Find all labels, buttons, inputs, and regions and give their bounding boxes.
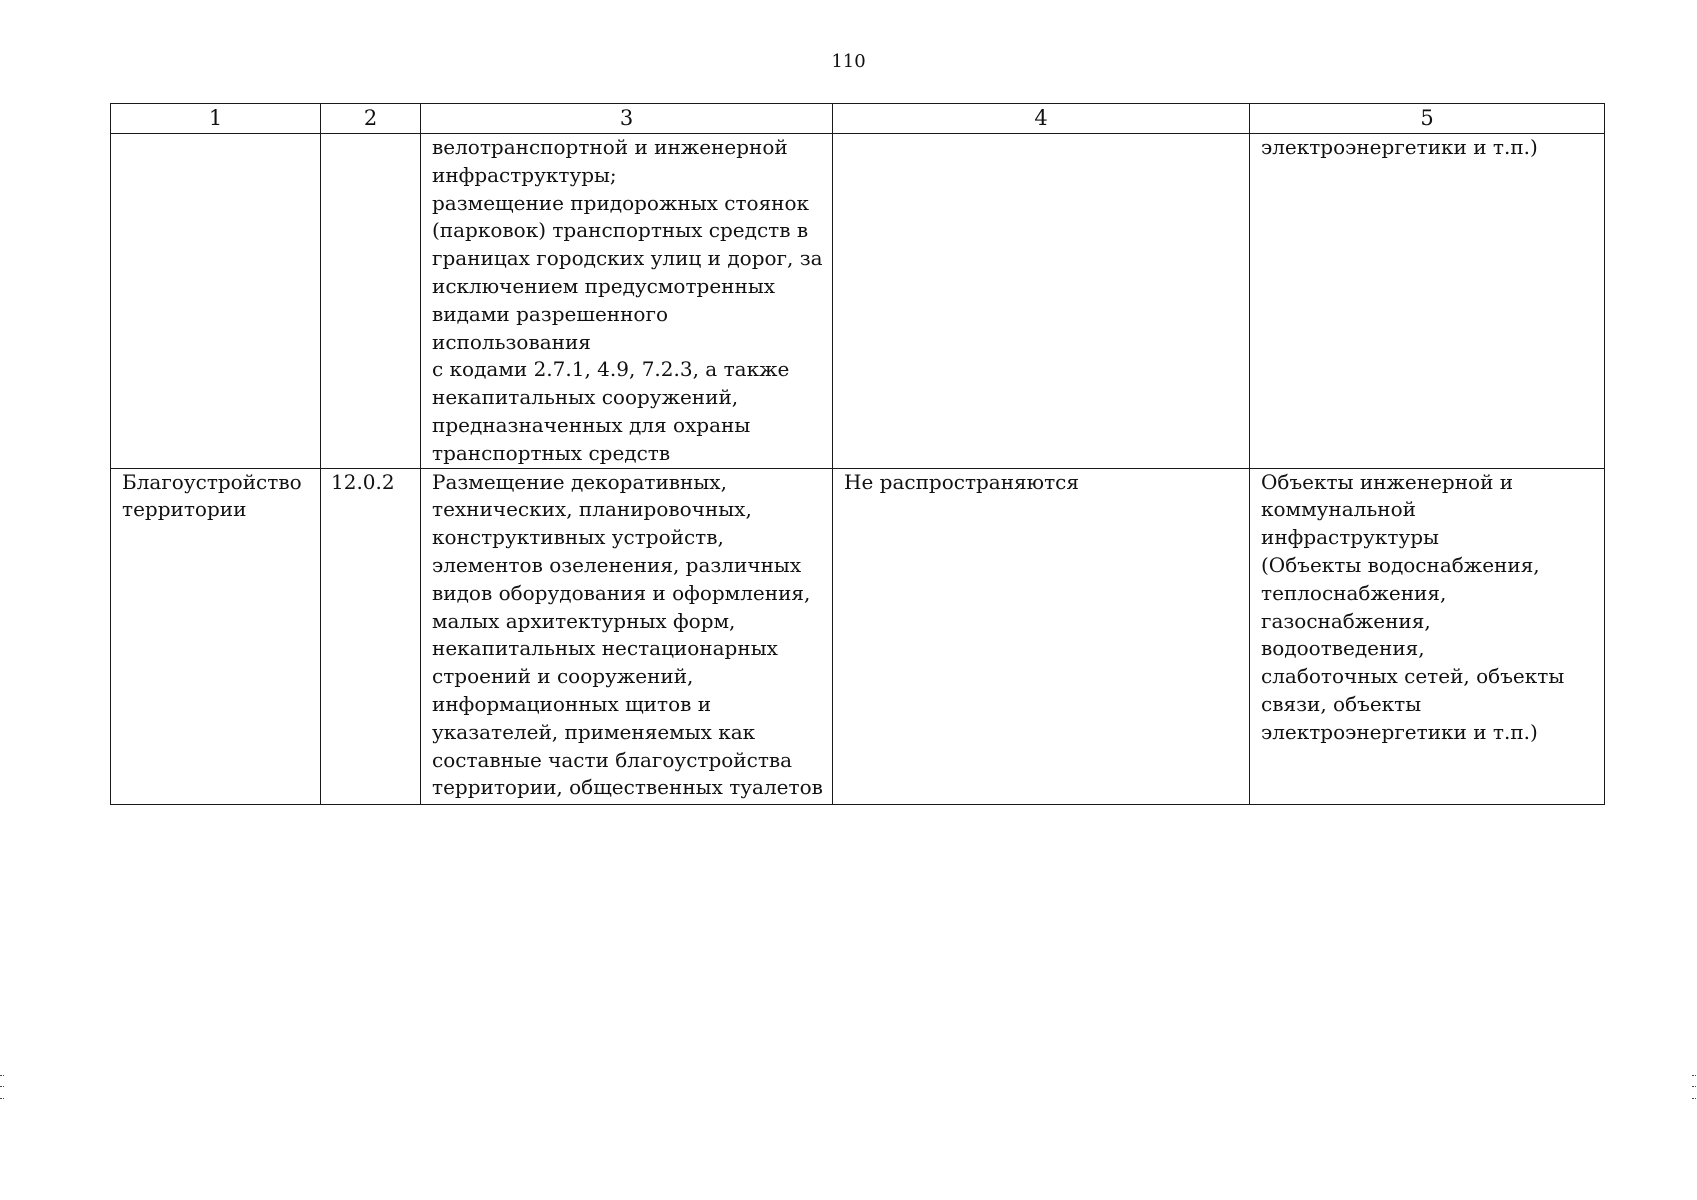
cell-use-code (321, 468, 421, 804)
column-header-1: 1 (111, 104, 321, 134)
cell-use-name (111, 468, 321, 804)
cell-use-code (321, 134, 421, 469)
left-margin-mark (0, 1075, 4, 1099)
column-header-4: 4 (833, 104, 1250, 134)
column-header-2: 2 (321, 104, 421, 134)
table-row (111, 134, 1605, 469)
use-objects-text: электроэнергетики и т.п.) (1261, 135, 1538, 159)
cell-use-limits (833, 468, 1250, 804)
use-description-text: Размещение декоративных, технических, планировочных, конструктивных устройств, элементов озеленения, различных видов оборудования и оформления, малых архитектурных форм, некапитальных нестационарных строений и сооружений, информационных щитов и указателей, применяемых как составные части благоустройства территории, общественных туалетов (432, 469, 823, 800)
page-number: 110 (831, 51, 866, 72)
use-limits-text: Не распространяются (844, 469, 1079, 494)
column-header-5: 5 (1250, 104, 1605, 134)
use-code-text: 12.0.2 (331, 469, 395, 494)
use-description-text: велотранспортной и инженерной инфраструктуры; размещение придорожных стоянок (парковок) транспортных средств в границах городских улиц и дорог, за исключением предусмотренных видами разрешенного использования с кодами 2.7.1, 4.9, 7.2.3, а также некапитальных сооружений, предназначенных для охраны транспортных средств (432, 135, 823, 465)
use-name-text: Благоустройство территории (122, 469, 302, 522)
table-row (111, 468, 1605, 804)
cell-use-objects (1250, 134, 1605, 469)
cell-use-description (421, 468, 833, 804)
column-header-3: 3 (421, 104, 833, 134)
use-objects-text: Объекты инженерной и коммунальной инфраструктуры (Объекты водоснабжения, теплоснабжения, газоснабжения, водоотведения, слаботочных сетей, объекты связи, объекты электроэнергетики и т.п.) (1261, 469, 1565, 744)
cell-use-description (421, 134, 833, 469)
cell-use-name (111, 134, 321, 469)
cell-use-limits (833, 134, 1250, 469)
right-margin-mark (1692, 1075, 1696, 1099)
land-use-table (110, 103, 1605, 805)
table-header-row (111, 104, 1605, 134)
cell-use-objects (1250, 468, 1605, 804)
